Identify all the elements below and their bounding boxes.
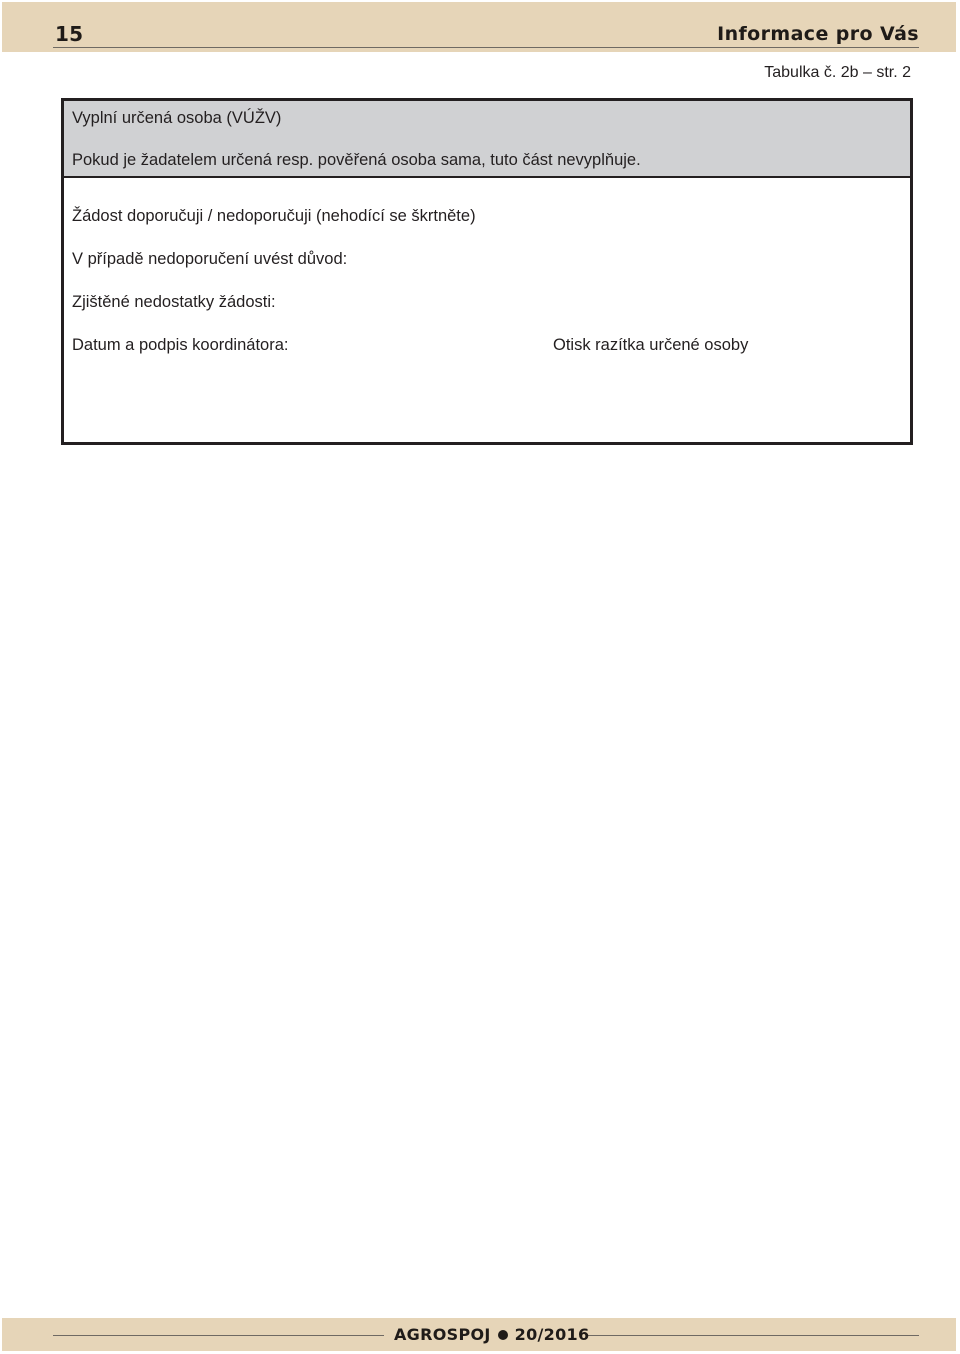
- footer-rule-left: [53, 1335, 384, 1336]
- reason-line: V případě nedoporučení uvést důvod:: [72, 250, 348, 268]
- deficiencies-line: Zjištěné nedostatky žádosti:: [72, 293, 276, 311]
- form-header-title: Vyplní určená osoba (VÚŽV): [72, 109, 282, 127]
- top-header-rule: [53, 47, 919, 48]
- footer-rule-right: [588, 1335, 919, 1336]
- bullet-dot-icon: [498, 1330, 508, 1340]
- form-header: [64, 101, 910, 178]
- recommendation-line: Žádost doporučuji / nedoporučuji (nehodící se škrtněte): [72, 207, 476, 225]
- coordinator-form-box: [61, 98, 913, 445]
- footer-publication-name: AGROSPOJ: [394, 1325, 491, 1344]
- form-header-note: Pokud je žadatelem určená resp. pověřená osoba sama, tuto část nevyplňuje.: [72, 151, 641, 169]
- stamp-line: Otisk razítka určené osoby: [553, 336, 749, 354]
- section-title: Informace pro Vás: [717, 23, 919, 45]
- footer-publication: [394, 1324, 590, 1346]
- page-number: 15: [55, 22, 84, 46]
- table-label: Tabulka č. 2b – str. 2: [764, 64, 911, 81]
- signature-line: Datum a podpis koordinátora:: [72, 336, 289, 354]
- footer-issue: 20/2016: [514, 1325, 590, 1344]
